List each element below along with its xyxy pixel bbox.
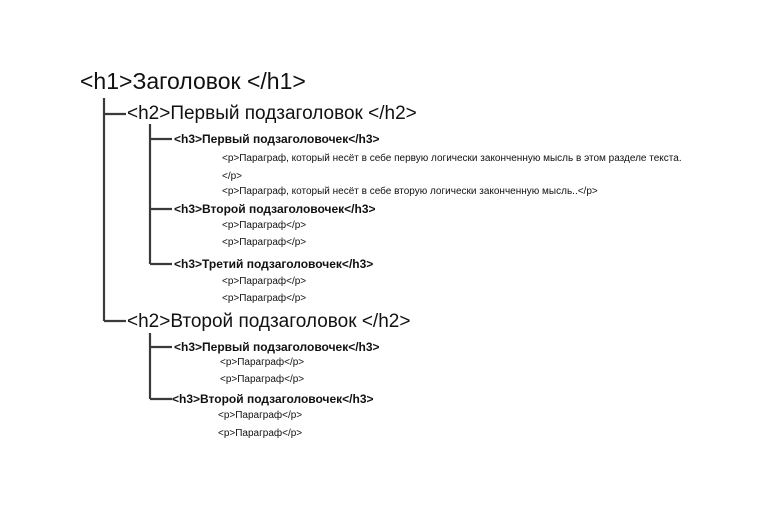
h3-node-2-2: <h3>Второй подзаголовочек</h3>: [172, 392, 374, 406]
h3-node-1-3: <h3>Третий подзаголовочек</h3>: [174, 257, 374, 271]
h3-node-2-1: <h3>Первый подзаголовочек</h3>: [174, 340, 380, 354]
paragraph-1-2-2: <p>Параграф</p>: [222, 237, 307, 248]
paragraph-2-1-1: <p>Параграф</p>: [220, 357, 305, 368]
h1-node: <h1>Заголовок </h1>: [80, 68, 306, 94]
paragraph-1-2-1: <p>Параграф</p>: [222, 220, 307, 231]
connector-h1-trunk: [104, 98, 126, 321]
h3-node-1-1: <h3>Первый подзаголовочек</h3>: [174, 132, 380, 146]
h2-node-second: <h2>Второй подзаголовок </h2>: [127, 311, 411, 332]
paragraph-1-1-2: <p>Параграф, который несёт в себе вторую логически законченную мысль..</p>: [222, 186, 598, 197]
paragraph-2-2-2: <p>Параграф</p>: [218, 428, 303, 439]
h3-node-1-2: <h3>Второй подзаголовочек</h3>: [174, 202, 376, 216]
paragraph-1-3-1: <p>Параграф</p>: [222, 276, 307, 287]
paragraph-1-3-2: <p>Параграф</p>: [222, 293, 307, 304]
paragraph-2-1-2: <p>Параграф</p>: [220, 374, 305, 385]
paragraph-1-1-1: <p>Параграф, который несёт в себе первую логически законченную мысль в этом разделе текста.</p>: [222, 153, 682, 182]
h2-node-first: <h2>Первый подзаголовок </h2>: [127, 103, 417, 124]
connector-section-2-trunk: [150, 333, 172, 399]
paragraph-2-2-1: <p>Параграф</p>: [218, 410, 303, 421]
connector-section-1-trunk: [150, 124, 172, 264]
